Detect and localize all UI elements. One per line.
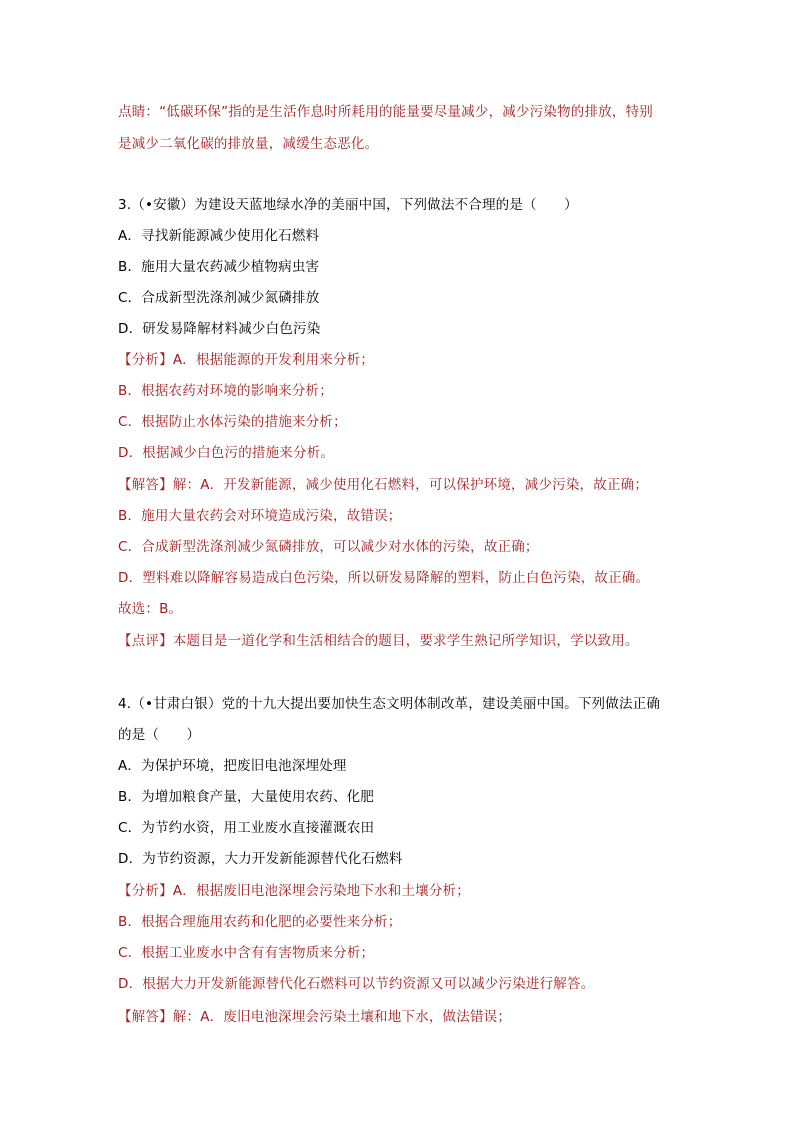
question-4-analysis-line-2: B．根据合理施用农药和化肥的必要性来分析； xyxy=(118,914,402,930)
question-3-choice: 故选：B。 xyxy=(118,601,183,617)
review-tag: 【点评】 xyxy=(118,633,173,649)
question-4-analysis-line-3: C．根据工业废水中含有有害物质来分析； xyxy=(118,945,375,961)
question-3-analysis-line-2: B．根据农药对环境的影响来分析； xyxy=(118,383,333,399)
question-3-analysis-line-1 xyxy=(118,351,374,369)
question-3-analysis-line-3: C．根据防止水体污染的措施来分析； xyxy=(118,414,347,430)
question-3-analysis-line-4: D．根据减少白色污的措施来分析。 xyxy=(118,445,335,461)
question-4-analysis-line-1 xyxy=(118,882,470,900)
question-3-option-c: C．合成新型洗涤剂减少氮磷排放 xyxy=(118,290,320,306)
question-3-answer-line-1 xyxy=(118,476,648,494)
question-3-option-a: A．寻找新能源减少使用化石燃料 xyxy=(118,228,320,244)
answer-tag: 【解答】 xyxy=(118,477,173,493)
review-line-1: 点睛：“低碳环保”指的是生活作息时所耗用的能量要尽量减少，减少污染物的排放，特别 xyxy=(118,104,653,120)
question-3-option-d: D．研发易降解材料减少白色污染 xyxy=(118,321,321,337)
analysis-tag: 【分析】 xyxy=(118,352,173,368)
review-line-2: 是减少二氧化碳的排放量，减缓生态恶化。 xyxy=(118,136,379,152)
answer-tag: 【解答】 xyxy=(118,1009,173,1025)
question-4-option-c: C．为节约水资，用工业废水直接灌溉农田 xyxy=(118,820,375,836)
question-4-stem-line-1: 4.（•甘肃白银）党的十九大提出要加快生态文明体制改革，建设美丽中国。下列做法正确 xyxy=(118,696,661,712)
question-3-answer-line-3: C．合成新型洗涤剂减少氮磷排放，可以减少对水体的污染，故正确； xyxy=(118,539,539,555)
answer-text: 解：A．开发新能源，减少使用化石燃料，可以保护环境，减少污染，故正确； xyxy=(172,477,649,493)
review-text: 本题目是一道化学和生活相结合的题目，要求学生熟记所学知识，学以致用。 xyxy=(172,633,639,649)
question-3-stem: 3.（•安徽）为建设天蓝地绿水净的美丽中国，下列做法不合理的是（ ） xyxy=(118,197,578,213)
question-3-option-b: B．施用大量农药减少植物病虫害 xyxy=(118,259,320,275)
question-4-stem-line-2: 的是（ ） xyxy=(118,727,201,743)
analysis-text: A．根据能源的开发利用来分析； xyxy=(172,352,375,368)
question-3-answer-line-4: D．塑料难以降解容易造成白色污染，所以研发易降解的塑料，防止白色污染，故正确。 xyxy=(118,570,650,586)
question-4-option-a: A．为保护环境，把废旧电池深埋处理 xyxy=(118,758,347,774)
question-3-answer-line-2: B．施用大量农药会对环境造成污染，故错误； xyxy=(118,508,402,524)
analysis-tag: 【分析】 xyxy=(118,883,173,899)
question-4-option-d: D．为节约资源，大力开发新能源替代化石燃料 xyxy=(118,851,403,867)
question-4-option-b: B．为增加粮食产量，大量使用农药、化肥 xyxy=(118,789,375,805)
question-4-analysis-line-4: D．根据大力开发新能源替代化石燃料可以节约资源又可以减少污染进行解答。 xyxy=(118,976,595,992)
analysis-text: A．根据废旧电池深埋会污染地下水和土壤分析； xyxy=(172,883,470,899)
question-3-review xyxy=(118,632,639,650)
question-4-answer-line-1 xyxy=(118,1008,511,1026)
answer-text: 解：A．废旧电池深埋会污染土壤和地下水，做法错误； xyxy=(172,1009,512,1025)
